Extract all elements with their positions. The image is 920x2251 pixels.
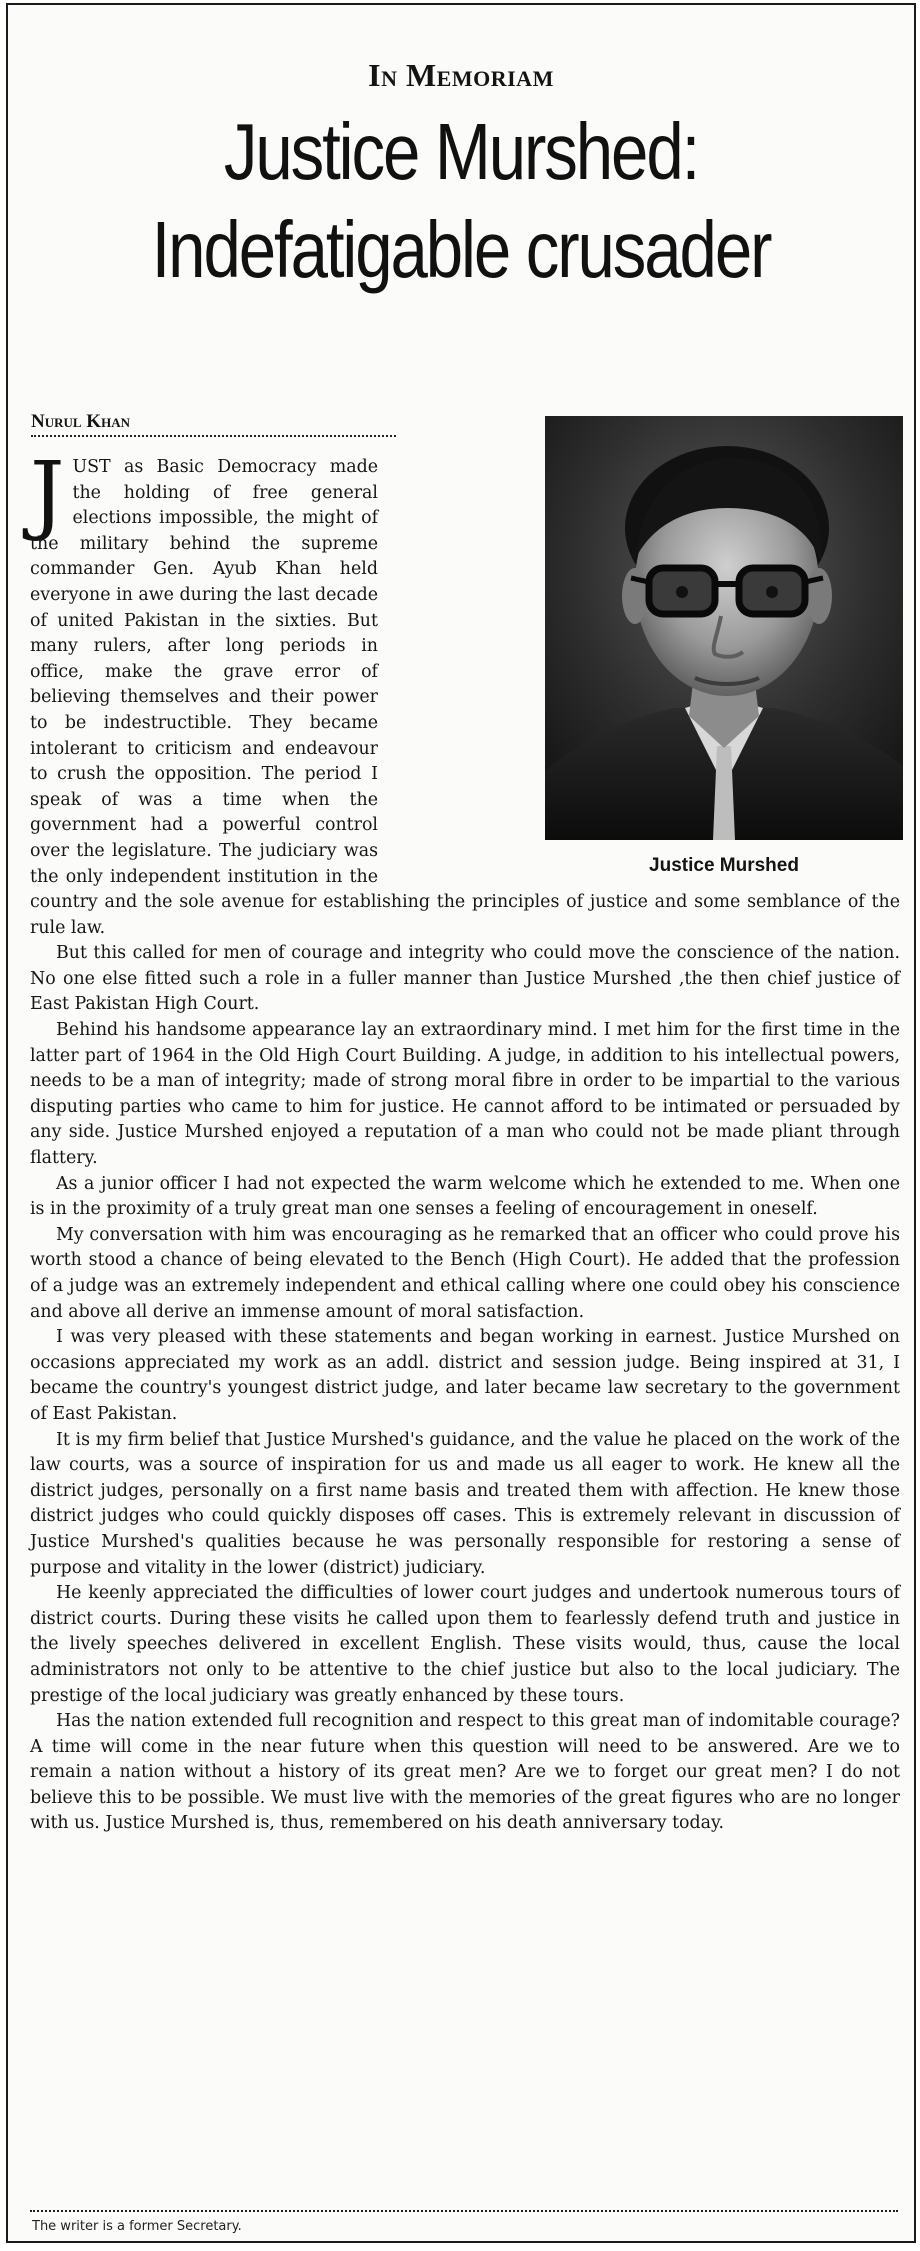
section-label: In Memoriam	[368, 57, 554, 93]
headline	[80, 103, 841, 299]
article-paragraph: As a junior officer I had not expected the warm welcome which he extended to me. When one is in the proximity of a truly great man one senses a feeling of encouragement in oneself.	[30, 1173, 900, 1220]
article-paragraph: It is my firm belief that Justice Murshed's guidance, and the value he placed on the work of the law courts, was a source of inspiration for us and made us all eager to work. He knew all the district judges, personally on a first name basis and treated them with affection. He knew those district judges who could quickly disposes off cases. This is extremely relevant in discussion of Justice Murshed's qualities because he was personally responsible for restoring a sense of purpose and vitality in the lower (district) judiciary.	[30, 1429, 900, 1578]
byline: Nurul Khan	[31, 411, 130, 432]
author-footnote: The writer is a former Secretary.	[32, 2219, 242, 2234]
article-paragraph: He keenly appreciated the difficulties of lower court judges and undertook numerous tours of district courts. During these visits he called upon them to fearlessly defend truth and justice in the lively speeches delivered in excellent English. These visits would, thus, cause the local administrators not only to be attentive to the chief justice but also to the local judiciary. The prestige of the local judiciary was greatly enhanced by these tours.	[30, 1583, 900, 1706]
headline-line-2: Indefatigable crusader	[151, 205, 771, 294]
article-paragraph: Behind his handsome appearance lay an extraordinary mind. I met him for the first time in the latter part of 1964 in the Old High Court Building. A judge, in addition to his intellectual powers, needs to be a man of integrity; made of strong moral fibre in order to be impartial to the various disputing parties who came to him for justice. He cannot afford to be intimated or persuaded by any side. Justice Murshed enjoyed a reputation of a man who could not be made pliant through flattery.	[30, 1020, 900, 1169]
drop-cap: J	[30, 444, 65, 544]
footnote-divider	[30, 2210, 898, 2212]
article-body	[30, 444, 900, 1837]
article-paragraph: Has the nation extended full recognition and respect to this great man of indomitable courage? A time will come in the near future when this question will need to be answered. Are we to remain a nation without a history of its great men? Are we to forget our great men? I do not believe this to be possible. We must live with the memories of the great figures who are no longer with us. Justice Murshed is, thus, remembered on his death anniversary today.	[30, 1711, 900, 1834]
article-paragraph: My conversation with him was encouraging as he remarked that an officer who could prove his worth stood a chance of being elevated to the Bench (High Court). He added that the profession of a judge was an extremely independent and ethical calling where one could obey his conscience and above all derive an immense amount of moral satisfaction.	[30, 1224, 900, 1322]
first-paragraph-text: UST as Basic Democracy made the holding of free general elections impossible, the might of the military behind the supreme commander Gen. Ayub Khan held everyone in awe during the last decade of united Pakistan in the sixties. But many rulers, after long periods in office, make the grave error of believing themselves and their power to be indestructible. They became intolerant to criticism and endeavour to crush the opposition. The period I speak of was a time when the government had a powerful control over the legislature. The judiciary was the only independent institution in the country and the sole avenue for establishing the principles of justice and some semblance of the rule law.	[30, 457, 900, 938]
article-paragraph: I was very pleased with these statements and began working in earnest. Justice Murshed on occasions appreciated my work as an addl. district and session judge. Being inspired at 31, I became the country's youngest district judge, and later became law secretary to the government of East Pakistan.	[30, 1327, 900, 1424]
article-paragraph: But this called for men of courage and integrity who could move the conscience of the nation. No one else fitted such a role in a fuller manner than Justice Murshed ,the then chief justice of East Pakistan High Court.	[30, 943, 900, 1015]
byline-divider	[31, 435, 396, 437]
headline-line-1: Justice Murshed:	[223, 107, 699, 196]
photo-caption: Justice Murshed	[649, 855, 799, 876]
article-page	[6, 3, 916, 2243]
photo-wrap-space	[378, 455, 900, 885]
